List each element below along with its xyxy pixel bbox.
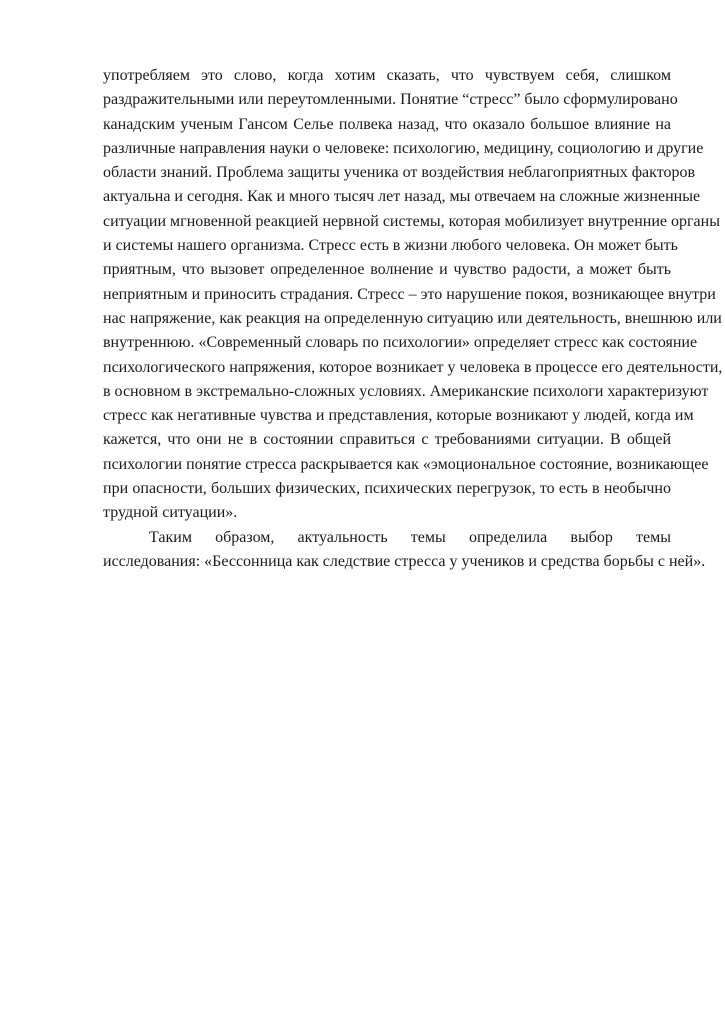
text-line: приятным, что вызовет определенное волнение и чувство радости, а может быть: [103, 261, 671, 279]
text-line: актуальна и сегодня. Как и много тысяч лет назад, мы отвечаем на сложные жизненные: [103, 188, 701, 206]
text-line: исследования: «Бессонница как следствие стресса у учеников и средства борьбы с ней».: [103, 552, 706, 570]
text-line: психологического напряжения, которое возникает у человека в процессе его деятельности,: [103, 358, 723, 376]
text-line: внутреннюю. «Современный словарь по психологии» определяет стресс как состояние: [103, 334, 698, 352]
text-line: стресс как негативные чувства и представления, которые возникают у людей, когда им: [103, 407, 694, 425]
text-line: неприятным и приносить страдания. Стресс – это нарушение покоя, возникающее внутри: [103, 285, 716, 303]
text-line: при опасности, больших физических, психических перегрузок, то есть в необычно: [103, 480, 671, 498]
text-line: трудной ситуации».: [103, 504, 238, 522]
text-line: области знаний. Проблема защиты ученика от воздействия неблагоприятных факторов: [103, 164, 696, 182]
text-line: употребляем это слово, когда хотим сказать, что чувствуем себя, слишком: [103, 67, 671, 84]
text-line: кажется, что они не в состоянии справиться с требованиями ситуации. В общей: [103, 431, 671, 449]
paragraph-research-topic: [103, 526, 706, 575]
text-line: психологии понятие стресса раскрывается как «эмоциональное состояние, возникающее: [103, 455, 709, 473]
text-line: раздражительными или переутомленными. Понятие “стресс” было сформулировано: [103, 91, 678, 109]
document-body: [103, 64, 723, 574]
text-line: канадским ученым Гансом Селье полвека назад, что оказало большое влияние на: [103, 115, 671, 133]
text-line: различные направления науки о человеке: психологию, медицину, социологию и другие: [103, 139, 704, 157]
text-line: нас напряжение, как реакция на определенную ситуацию или деятельность, внешнюю или: [103, 309, 722, 327]
text-line: ситуации мгновенной реакцией нервной системы, которая мобилизует внутренние органы: [103, 212, 720, 230]
paragraph-stress-definition: [103, 64, 723, 526]
text-line: и системы нашего организма. Стресс есть в жизни любого человека. Он может быть: [103, 237, 678, 255]
text-line: Таким образом, актуальность темы определила выбор темы: [149, 528, 671, 546]
text-line: в основном в экстремально-сложных условиях. Американские психологи характеризуют: [103, 382, 709, 400]
